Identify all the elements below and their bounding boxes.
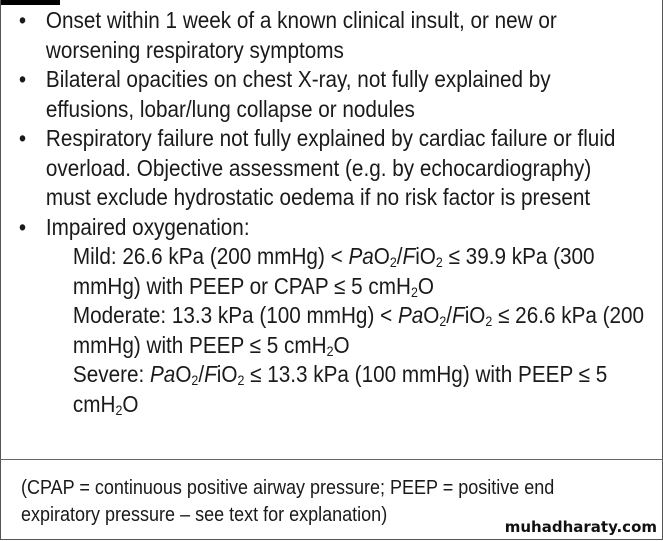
criterion-imaging [0,65,622,124]
footnote-divider [0,459,663,460]
criterion-text: Bilateral opacities on chest X-ray, not fully explained by effusions, lobar/lung collapse or nodules [45,66,551,122]
severity-range: 26.6 kPa (200 mmHg) < PaO$_2$/FiO$_2$ ≤ 39.9 kPa (300 mmHg) with PEEP or CPAP ≤ 5 cmH$_2$O [72,243,595,300]
bullet-dot: • [18,66,27,92]
severity-mild [0,242,649,301]
criterion-text: Respiratory failure not fully explained by cardiac failure or fluid overload. Objective assessment (e.g. by echocardiography) must exclude hydrostatic oedema if no risk factor is present [45,125,616,210]
severity-label: Mild: [72,243,117,269]
severity-moderate [0,301,649,360]
severity-label: Moderate: [72,302,167,328]
criterion-text: Impaired oxygenation: [45,213,250,240]
severity-label: Severe: [72,361,145,387]
criterion-onset [0,6,622,65]
criterion-text: Onset within 1 week of a known clinical insult, or new or worsening respiratory symptoms [45,7,557,63]
criteria-list [0,6,645,419]
severity-range: 13.3 kPa (100 mmHg) < PaO$_2$/FiO$_2$ ≤ 26.6 kPa (200 mmHg) with PEEP ≤ 5 cmH$_2$O [72,302,645,359]
watermark: muhadharaty.com [504,518,657,536]
severity-range: PaO$_2$/FiO$_2$ ≤ 13.3 kPa (100 mmHg) with PEEP ≤ 5 cmH$_2$O [72,361,608,418]
criterion-oxygenation [0,213,622,243]
bullet-dot: • [18,125,27,151]
footnote: (CPAP = continuous positive airway pressure; PEEP = positive end expiratory pressure – see text for explanation) [21,477,555,526]
bullet-dot: • [18,7,27,33]
bullet-dot: • [18,213,27,240]
criterion-origin [0,124,622,213]
severity-severe [0,360,649,419]
